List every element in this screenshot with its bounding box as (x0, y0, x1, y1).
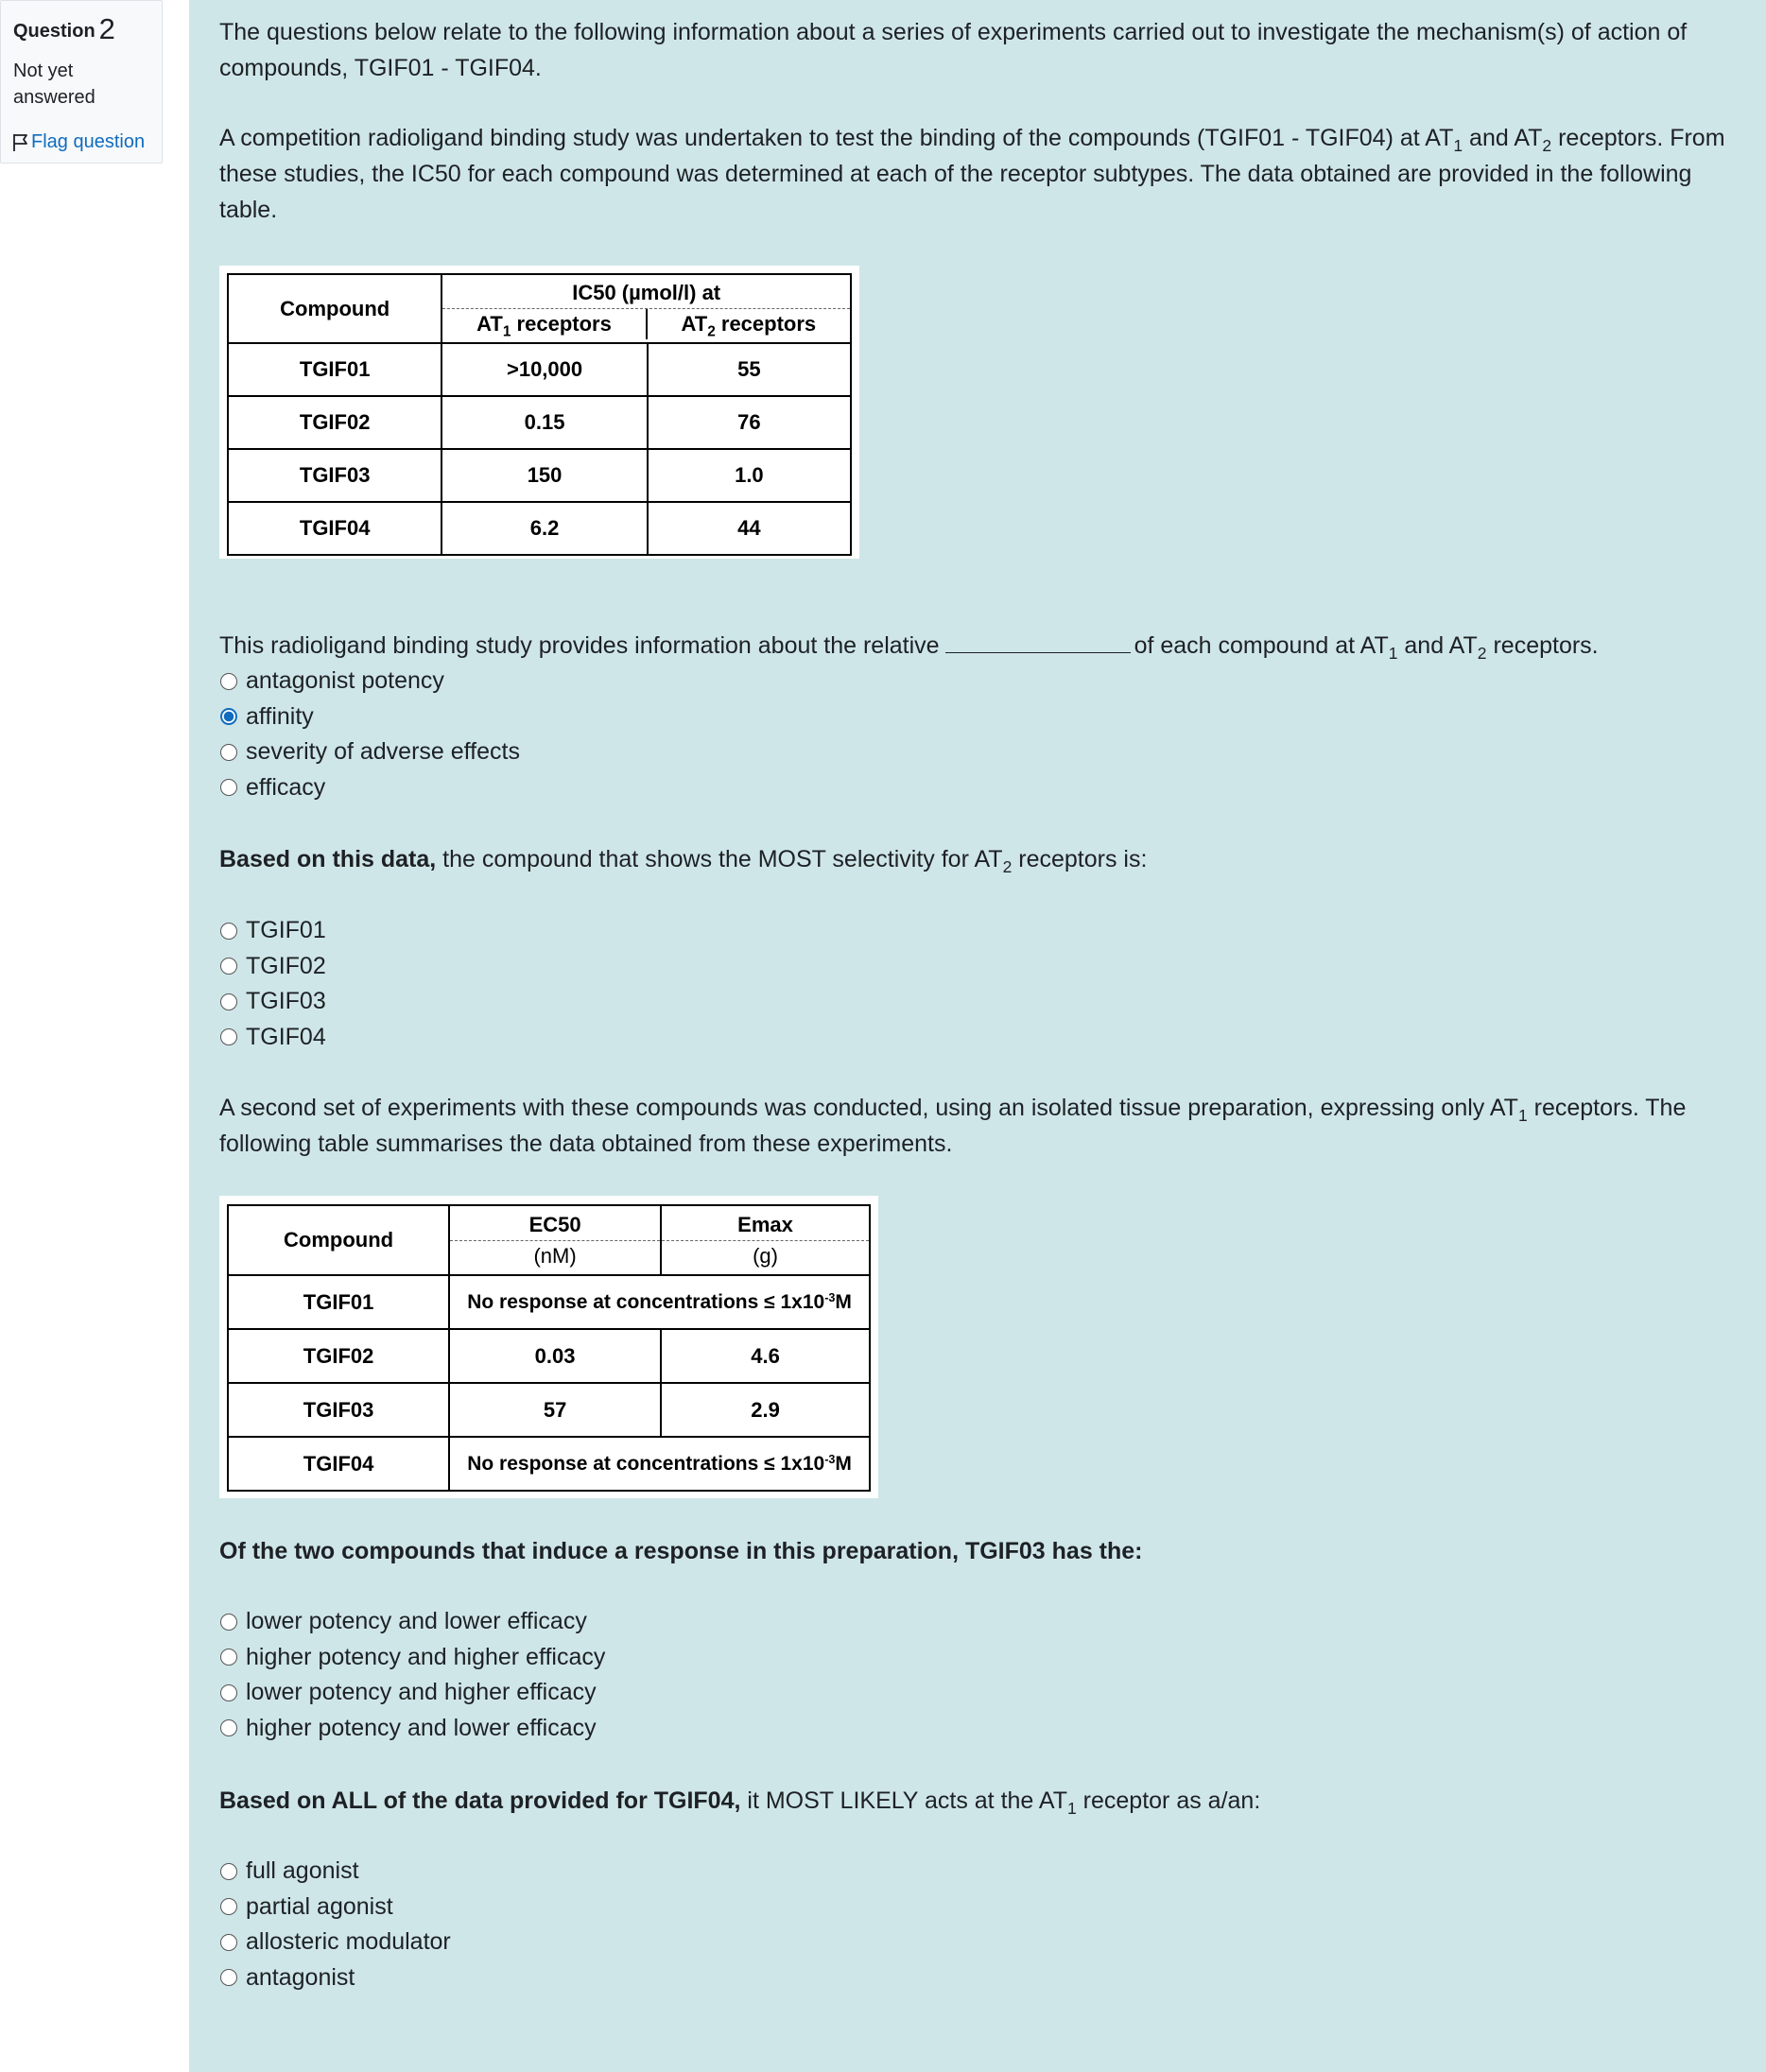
question-4 (219, 1783, 1741, 1819)
cell-compound: TGIF03 (228, 449, 442, 502)
question-state: Not yet answered (13, 60, 95, 108)
ec50-emax-table (227, 1204, 871, 1492)
header-emax: Emax (g) (661, 1205, 870, 1275)
intro-paragraph-3: A second set of experiments with these compounds was conducted, using an isolated tissue preparation, expressing only $AT_1$ receptors. The following table summarises the data obtained from these experiments. (219, 1095, 1687, 1157)
table-row (228, 396, 851, 449)
table-row (228, 1329, 870, 1383)
option-full-agonist[interactable]: full agonist (219, 1854, 1741, 1890)
radio-button[interactable] (220, 1719, 237, 1736)
cell-at2: 55 (648, 343, 851, 396)
radio-button[interactable] (220, 1898, 237, 1915)
option-tgif01[interactable]: TGIF01 (219, 913, 1741, 949)
flag-icon (12, 133, 29, 152)
question-content (189, 0, 1766, 2072)
cell-at1: 0.15 (442, 396, 647, 449)
option-partial-agonist[interactable]: partial agonist (219, 1890, 1741, 1925)
question-3 (219, 1533, 1741, 1569)
question-1-text: This radioligand binding study provides information about the relative of each compound at $AT_1$ and $AT_2$ receptors. (219, 628, 1741, 664)
cell-at1: 150 (442, 449, 647, 502)
option-antagonist-potency[interactable]: antagonist potency (219, 664, 1741, 699)
cell-compound: TGIF03 (228, 1383, 449, 1437)
question-intro (219, 14, 1741, 228)
cell-at1: 6.2 (442, 502, 647, 555)
cell-no-response: No response at concentrations ≤ $1x10^{-3}M$ (449, 1437, 870, 1491)
option-severity-of-adverse-effects[interactable]: severity of adverse effects (219, 734, 1741, 770)
cell-emax: 2.9 (661, 1383, 870, 1437)
intro-paragraph-1: The questions below relate to the following information about a series of experiments carried out to investigate the mechanism(s) of action of compounds, TGIF01 - TGIF04. (219, 19, 1688, 81)
cell-at1: >10,000 (442, 343, 647, 396)
answer-blank (945, 630, 1131, 653)
question-4-text: Based on ALL of the data provided for TGIF04, it MOST LIKELY acts at the $AT_1$ receptor as a/an: (219, 1787, 1261, 1819)
cell-compound: TGIF02 (228, 396, 442, 449)
option-efficacy[interactable]: efficacy (219, 770, 1741, 806)
header-compound: Compound (228, 1205, 449, 1275)
table-row (228, 449, 851, 502)
option-tgif04[interactable]: TGIF04 (219, 1020, 1741, 1056)
header-at2: $AT_2$ receptors (646, 309, 850, 339)
header-ic50 (442, 274, 851, 343)
question-number-value: 2 (98, 12, 115, 45)
radio-button[interactable] (220, 1649, 237, 1666)
question-number (13, 12, 162, 46)
option-lower-potency-lower-efficacy[interactable]: lower potency and lower efficacy (219, 1604, 1741, 1640)
ic50-table-image (219, 266, 859, 559)
table-row (228, 1437, 870, 1491)
radio-button[interactable] (220, 1684, 237, 1701)
question-1-options (219, 664, 1741, 805)
radio-button[interactable] (220, 958, 237, 975)
radio-button[interactable] (220, 673, 237, 690)
cell-ec50: 0.03 (449, 1329, 661, 1383)
intro-paragraph-2: A competition radioligand binding study was undertaken to test the binding of the compounds (TGIF01 - TGIF04) at $AT_1$ and $AT_2$ receptors. From these studies, the IC50 for each compound was determined at each of the receptor subtypes. The data obtained are provided in the following table. (219, 125, 1725, 223)
question-2-text: Based on this data, the compound that shows the MOST selectivity for $AT_2$ receptors is: (219, 846, 1148, 877)
radio-button[interactable] (220, 1614, 237, 1631)
radio-button[interactable] (220, 1863, 237, 1880)
cell-compound: TGIF01 (228, 343, 442, 396)
radio-button-selected[interactable] (220, 708, 237, 725)
question-3-options (219, 1604, 1741, 1746)
flag-question-label[interactable]: Flag question (31, 131, 146, 152)
header-ic50-title: IC50 (µmol/l) at (442, 278, 850, 309)
radio-button[interactable] (220, 1934, 237, 1951)
header-compound: Compound (228, 274, 442, 343)
option-higher-potency-lower-efficacy[interactable]: higher potency and lower efficacy (219, 1711, 1741, 1747)
cell-at2: 44 (648, 502, 851, 555)
header-at1: $AT_1$ receptors (476, 312, 612, 340)
cell-at2: 76 (648, 396, 851, 449)
radio-button[interactable] (220, 923, 237, 940)
question-4-options (219, 1854, 1741, 1995)
radio-button[interactable] (220, 744, 237, 761)
radio-button[interactable] (220, 779, 237, 796)
cell-ec50: 57 (449, 1383, 661, 1437)
radio-button[interactable] (220, 1028, 237, 1045)
cell-compound: TGIF04 (228, 1437, 449, 1491)
question-2-options (219, 913, 1741, 1055)
question-2 (219, 841, 1741, 877)
cell-compound: TGIF04 (228, 502, 442, 555)
table-row (228, 502, 851, 555)
cell-emax: 4.6 (661, 1329, 870, 1383)
option-antagonist[interactable]: antagonist (219, 1960, 1741, 1996)
flag-question-link[interactable] (12, 131, 162, 153)
ic50-table (227, 273, 852, 556)
option-higher-potency-higher-efficacy[interactable]: higher potency and higher efficacy (219, 1640, 1741, 1676)
option-affinity[interactable]: affinity (219, 699, 1741, 735)
header-ec50: EC50 (nM) (449, 1205, 661, 1275)
cell-no-response: No response at concentrations ≤ $1x10^{-3}M$ (449, 1275, 870, 1329)
cell-compound: TGIF01 (228, 1275, 449, 1329)
option-tgif02[interactable]: TGIF02 (219, 949, 1741, 985)
cell-compound: TGIF02 (228, 1329, 449, 1383)
radio-button[interactable] (220, 993, 237, 1010)
question-label: Question (13, 21, 95, 42)
ec50-table-image (219, 1196, 878, 1498)
option-allosteric-modulator[interactable]: allosteric modulator (219, 1925, 1741, 1960)
question-1 (219, 628, 1741, 805)
radio-button[interactable] (220, 1969, 237, 1986)
question-3-text: Of the two compounds that induce a response in this preparation, TGIF03 has the: (219, 1538, 1143, 1564)
table-row (228, 1383, 870, 1437)
table-row (228, 1275, 870, 1329)
option-lower-potency-higher-efficacy[interactable]: lower potency and higher efficacy (219, 1675, 1741, 1711)
option-tgif03[interactable]: TGIF03 (219, 984, 1741, 1020)
question-info-panel (0, 0, 163, 164)
table-row (228, 343, 851, 396)
cell-at2: 1.0 (648, 449, 851, 502)
